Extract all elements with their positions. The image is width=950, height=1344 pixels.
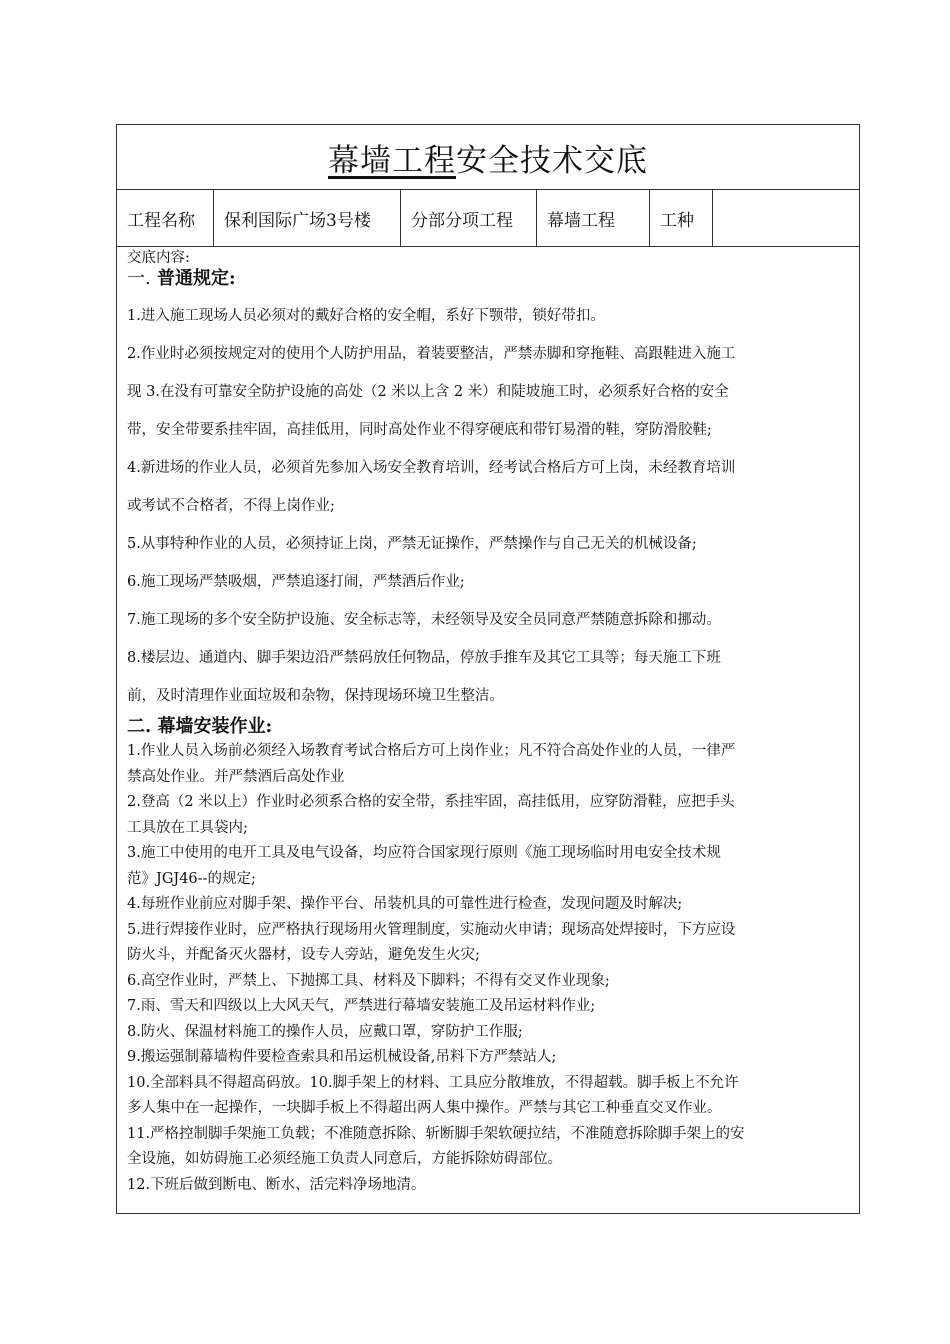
section2-line: 1.作业人员入场前必须经入场教育考试合格后方可上岗作业；凡不符合高处作业的人员，一律严 [127, 743, 736, 759]
section2-line: 禁高处作业。并严禁酒后高处作业 [127, 768, 345, 785]
title-row [117, 125, 859, 190]
section2-line: 3.施工中使用的电开工具及电气设备，均应符合国家现行原则《施工现场临时用电安全技术规 [127, 845, 721, 861]
section1-number: 一. [127, 268, 151, 289]
trade-value [713, 190, 859, 246]
section2-line: 12.下班后做到断电、断水、活完料净场地清。 [127, 1176, 426, 1193]
section2-line: 工具放在工具袋内; [127, 819, 248, 836]
subdivision-label: 分部分项工程 [401, 190, 537, 246]
section1-line: 6.施工现场严禁吸烟，严禁追逐打闹，严禁酒后作业; [127, 574, 465, 590]
title-underlined: 幕墙工程 [328, 142, 456, 179]
section1-line: 4.新进场的作业人员，必须首先参加入场安全教育培训，经考试合格后方可上岗，未经教育培训 [127, 460, 736, 476]
section2-line: 9.搬运强制幕墙构件要检查索具和吊运机械设备,吊料下方严禁站人; [127, 1049, 557, 1065]
title-rest: 安全技术交底 [456, 142, 648, 179]
section1-line: 7.施工现场的多个安全防护设施、安全标志等，未经领导及安全员同意严禁随意拆除和挪动。 [127, 612, 721, 628]
section2-line: 8.防火、保温材料施工的操作人员，应戴口罩，穿防护工作服; [127, 1023, 523, 1040]
section1-line: 或考试不合格者，不得上岗作业; [127, 498, 335, 514]
info-row [117, 190, 859, 247]
section2-line: 10.全部料具不得超高码放。10.脚手架上的材料、工具应分散堆放，不得超载。脚手板上不允许 [127, 1074, 739, 1091]
section1-line: 8.楼层边、通道内、脚手架边沿严禁码放任何物品，停放手推车及其它工具等；每天施工下班 [127, 650, 721, 666]
project-name-value: 保利国际广场3号楼 [214, 190, 401, 246]
section2-line: 4.每班作业前应对脚手架、操作平台、吊装机具的可靠性进行检查，发现问题及时解决; [127, 896, 683, 912]
project-name-label: 工程名称 [117, 190, 214, 246]
document-title [328, 135, 648, 180]
section1-line: 带，安全带要系挂牢固，高挂低用，同时高处作业不得穿硬底和带钉易滑的鞋，穿防滑胶鞋; [127, 422, 712, 438]
section2-heading: 二. 幕墙安装作业: [127, 716, 273, 737]
section2-line: 7.雨、雪天和四级以上大风天气，严禁进行幕墙安装施工及吊运材料作业; [127, 998, 596, 1014]
section2-body [127, 739, 859, 1198]
briefing-content [117, 247, 859, 1198]
section2-line: 11.严格控制脚手架施工负载；不准随意拆除、斩断脚手架软硬拉结，不准随意拆除脚手架上的安 [127, 1125, 745, 1142]
section2-line: 全设施，如妨碍施工必须经施工负责人同意后，方能拆除妨碍部位。 [127, 1151, 562, 1167]
section1-body [127, 297, 859, 715]
section2-line: 6.高空作业时，严禁上、下抛掷工具、材料及下脚料；不得有交叉作业现象; [127, 972, 610, 989]
section1-line: 现 3.在没有可靠安全防护设施的高处（2 米以上含 2 米）和陡坡施工时，必须系好合格的安全 [127, 384, 729, 400]
section2-line: 防火斗，并配备灭火器材，设专人旁站，避免发生火灾; [127, 947, 480, 963]
subdivision-value: 幕墙工程 [537, 190, 650, 246]
section1-line: 1.进入施工现场人员必须对的戴好合格的安全帽，系好下颚带，锁好带扣。 [127, 308, 605, 324]
section2-line: 2.登高（2 米以上）作业时必须系合格的安全带，系挂牢固，高挂低用，应穿防滑鞋，应把手头 [127, 794, 735, 810]
section2-line: 范》JGJ46--的规定; [127, 870, 256, 887]
content-label: 交底内容: [127, 250, 190, 266]
section2-line: 多人集中在一起操作，一块脚手板上不得超出两人集中操作。严禁与其它工种垂直交叉作业。 [127, 1100, 722, 1116]
trade-label: 工种 [650, 190, 713, 246]
section1-heading-text: 普通规定: [157, 268, 236, 289]
section1-heading [127, 267, 859, 291]
section2-line: 5.进行焊接作业时，应严格执行现场用火管理制度，实施动火申请；现场高处焊接时，下方应设 [127, 921, 736, 938]
section1-line: 5.从事特种作业的人员，必须持证上岗，严禁无证操作，严禁操作与自己无关的机械设备; [127, 536, 697, 552]
safety-briefing-table [116, 124, 860, 1214]
section1-line: 2.作业时必须按规定对的使用个人防护用品，着装要整洁，严禁赤脚和穿拖鞋、高跟鞋进入施工 [127, 346, 736, 362]
section1-line: 前，及时清理作业面垃圾和杂物，保持现场环境卫生整洁。 [127, 688, 504, 704]
